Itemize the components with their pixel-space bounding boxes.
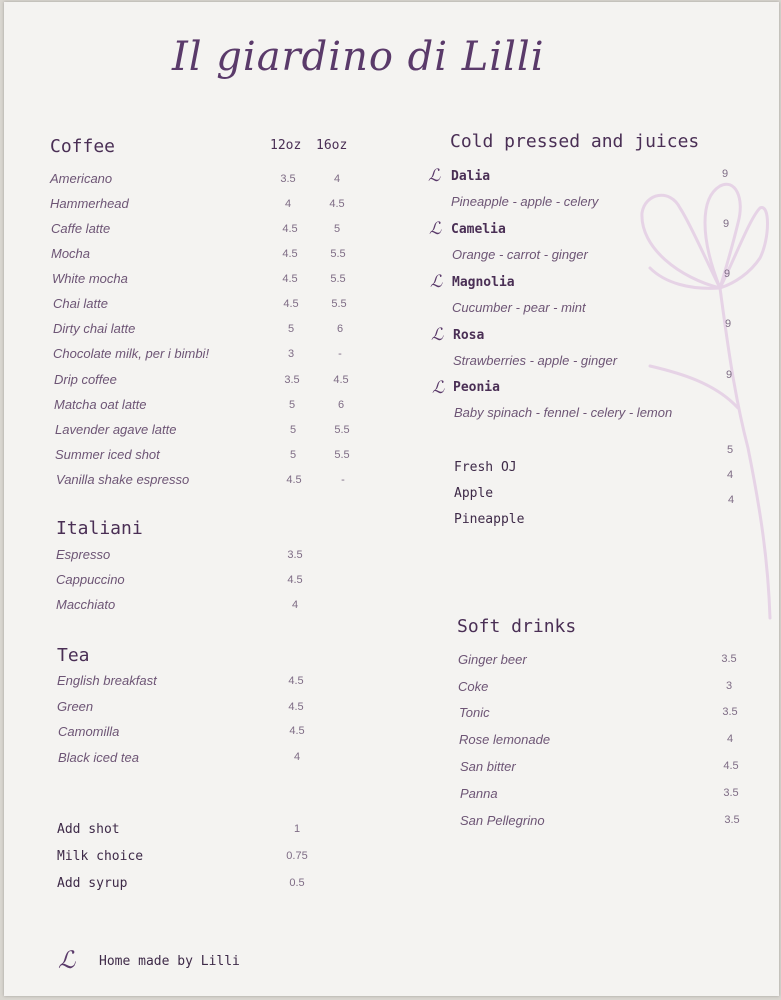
- coffee-item-name: Mocha: [51, 246, 91, 261]
- coffee-item-name: Dirty chai latte: [53, 321, 136, 336]
- coffee-price-16oz: 5.5: [330, 273, 346, 285]
- italiani-heading: Italiani: [56, 518, 143, 539]
- soft-price: 3.5: [723, 787, 739, 799]
- coffee-item-name: Chai latte: [53, 296, 108, 311]
- coffee-12oz-header: 12oz: [270, 138, 302, 153]
- italiani-item-name: Espresso: [56, 547, 111, 562]
- coffee-price-12oz: 5: [288, 399, 296, 411]
- coffee-item-name: Drip coffee: [54, 372, 117, 387]
- juice-ingredients: Pineapple - apple - celery: [451, 194, 599, 209]
- soft-item-name: San Pellegrino: [460, 813, 545, 828]
- juice-plain-name: Pineapple: [454, 512, 525, 527]
- juice-ingredients: Orange - carrot - ginger: [452, 247, 588, 262]
- soft-drinks-heading: Soft drinks: [457, 616, 577, 637]
- soft-price: 4.5: [723, 760, 739, 772]
- coffee-price-12oz: 4.5: [282, 223, 298, 235]
- soft-item-name: Tonic: [459, 705, 490, 720]
- tea-heading: Tea: [57, 645, 90, 666]
- menu-paper: [4, 2, 779, 996]
- footer-monogram-icon: ℒ: [58, 946, 76, 974]
- coffee-price-16oz: 5.5: [331, 298, 347, 310]
- italiani-price: 4: [291, 599, 299, 611]
- italiani-price: 4.5: [287, 574, 303, 586]
- tea-item-name: Black iced tea: [58, 750, 139, 765]
- extra-price: 1: [293, 823, 301, 835]
- coffee-item-name: Chocolate milk, per i bimbi!: [53, 346, 210, 361]
- coffee-item-name: Hammerhead: [50, 196, 129, 211]
- soft-item-name: Panna: [460, 786, 498, 801]
- juice-price: 9: [723, 268, 731, 280]
- coffee-price-16oz: 5.5: [334, 424, 350, 436]
- tea-price: 4.5: [288, 675, 304, 687]
- juice-ingredients: Cucumber - pear - mint: [452, 300, 586, 315]
- coffee-price-12oz: 5: [289, 424, 297, 436]
- extra-item-name: Milk choice: [57, 849, 144, 864]
- juice-ingredients: Baby spinach - fennel - celery - lemon: [454, 405, 673, 420]
- lilli-monogram-icon: ℒ: [430, 272, 443, 292]
- coffee-price-12oz: 4: [284, 198, 292, 210]
- soft-item-name: Ginger beer: [458, 652, 527, 667]
- coffee-price-12oz: 4.5: [286, 474, 302, 486]
- tea-price: 4: [293, 751, 301, 763]
- coffee-price-12oz: 4.5: [283, 298, 299, 310]
- footer-text: Home made by Lilli: [99, 954, 240, 969]
- coffee-price-12oz: 5: [289, 449, 297, 461]
- coffee-price-12oz: 3.5: [284, 374, 300, 386]
- coffee-price-12oz: 3: [287, 348, 295, 360]
- coffee-price-16oz: 4: [333, 173, 341, 185]
- soft-price: 3.5: [722, 706, 738, 718]
- soft-item-name: Rose lemonade: [459, 732, 551, 747]
- juice-price: 9: [722, 218, 730, 230]
- coffee-price-16oz: 4.5: [329, 198, 345, 210]
- soft-item-name: San bitter: [460, 759, 516, 774]
- lilli-monogram-icon: ℒ: [431, 325, 444, 345]
- coffee-price-16oz: 6: [336, 323, 344, 335]
- coffee-price-12oz: 4.5: [282, 248, 298, 260]
- tea-item-name: Camomilla: [58, 724, 120, 739]
- juice-item-name: Rosa: [453, 328, 485, 343]
- lilli-monogram-icon: ℒ: [429, 219, 442, 239]
- coffee-price-12oz: 4.5: [282, 273, 298, 285]
- tea-price: 4.5: [288, 701, 304, 713]
- coffee-16oz-header: 16oz: [316, 138, 348, 153]
- extra-price: 0.5: [289, 877, 305, 889]
- juice-item-name: Magnolia: [452, 275, 515, 290]
- juice-plain-name: Fresh OJ: [454, 460, 517, 475]
- coffee-price-16oz: -: [341, 474, 345, 486]
- coffee-item-name: Caffe latte: [51, 221, 111, 236]
- coffee-item-name: Lavender agave latte: [55, 422, 177, 437]
- coffee-price-16oz: 4.5: [333, 374, 349, 386]
- coffee-item-name: Americano: [50, 171, 113, 186]
- italiani-item-name: Cappuccino: [56, 572, 125, 587]
- extra-price: 0.75: [286, 850, 308, 862]
- coffee-item-name: Summer iced shot: [55, 447, 160, 462]
- coffee-heading: Coffee: [50, 136, 116, 157]
- coffee-price-16oz: 6: [337, 399, 345, 411]
- lilli-monogram-icon: ℒ: [428, 166, 441, 186]
- juice-ingredients: Strawberries - apple - ginger: [453, 353, 618, 368]
- lilli-monogram-icon: ℒ: [432, 378, 445, 398]
- juice-plain-price: 4: [727, 494, 735, 506]
- juice-item-name: Camelia: [451, 222, 506, 237]
- coffee-price-12oz: 5: [287, 323, 295, 335]
- juice-plain-name: Apple: [454, 486, 494, 501]
- menu-title: Il giardino di Lilli: [172, 34, 545, 80]
- tea-item-name: English breakfast: [57, 673, 157, 688]
- coffee-item-name: White mocha: [52, 271, 128, 286]
- coffee-item-name: Matcha oat latte: [54, 397, 147, 412]
- extra-item-name: Add shot: [57, 822, 120, 837]
- juice-plain-price: 4: [726, 469, 734, 481]
- italiani-price: 3.5: [287, 549, 303, 561]
- soft-item-name: Coke: [458, 679, 489, 694]
- extra-item-name: Add syrup: [57, 876, 128, 891]
- juice-price: 9: [725, 369, 733, 381]
- tea-item-name: Green: [57, 699, 94, 714]
- soft-price: 3.5: [724, 814, 740, 826]
- juice-price: 9: [724, 318, 732, 330]
- coffee-price-16oz: 5: [333, 223, 341, 235]
- juice-item-name: Dalia: [451, 169, 491, 184]
- juice-price: 9: [721, 168, 729, 180]
- soft-price: 4: [726, 733, 734, 745]
- flower-sketch-icon: [620, 178, 780, 628]
- coffee-item-name: Vanilla shake espresso: [56, 472, 190, 487]
- juice-plain-price: 5: [726, 444, 734, 456]
- soft-price: 3.5: [721, 653, 737, 665]
- soft-price: 3: [725, 680, 733, 692]
- coffee-price-16oz: 5.5: [330, 248, 346, 260]
- coffee-price-16oz: 5.5: [334, 449, 350, 461]
- coffee-price-16oz: -: [338, 348, 342, 360]
- juices-heading: Cold pressed and juices: [450, 131, 700, 152]
- tea-price: 4.5: [289, 725, 305, 737]
- juice-item-name: Peonia: [453, 380, 500, 395]
- coffee-price-12oz: 3.5: [280, 173, 296, 185]
- italiani-item-name: Macchiato: [56, 597, 116, 612]
